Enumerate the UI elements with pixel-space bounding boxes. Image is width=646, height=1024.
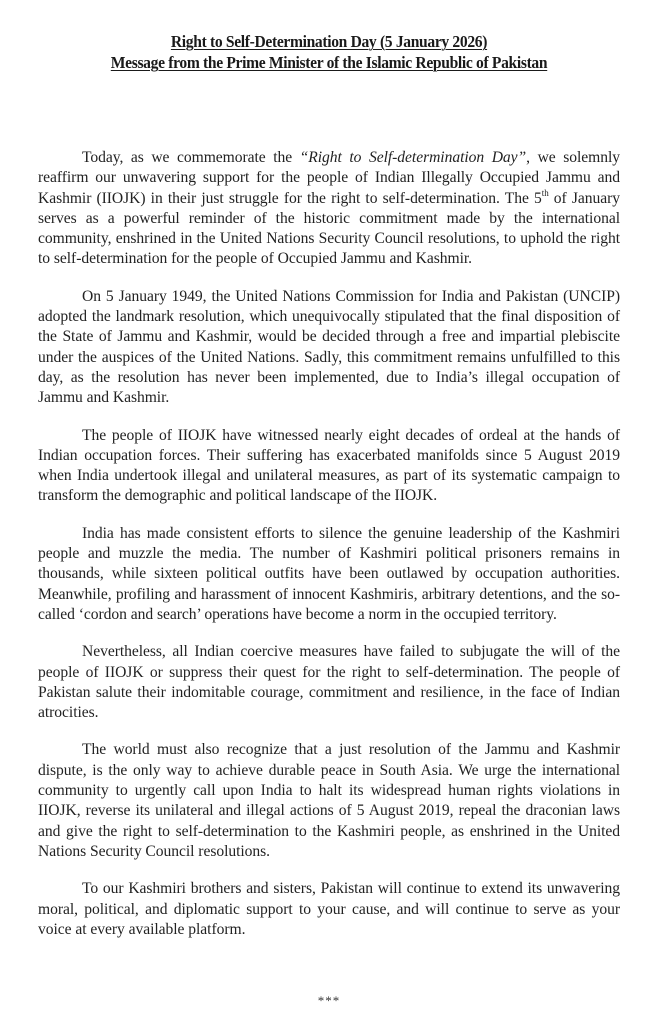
paragraph-3: The people of IIOJK have witnessed nearly eight decades of ordeal at the hands of Indian occupation forces. Their suffering has exacerbated manifolds since 5 August 2019 when India undertook illegal and unilateral measures, as part of its systematic campaign to transform the demographic and political landscape of the IIOJK. <box>38 426 620 505</box>
paragraph-4: India has made consistent efforts to silence the genuine leadership of the Kashmiri people and muzzle the media. The number of Kashmiri political prisoners remains in thousands, while sixteen political outfits have been outlawed by occupation authorities. Meanwhile, profiling and harassment of innocent Kashmiris, arbitrary detentions, and the so-called ‘cordon and search’ operations have become a norm in the occupied territory. <box>38 524 620 623</box>
paragraph-6: The world must also recognize that a just resolution of the Jammu and Kashmir dispute, is the only way to achieve durable peace in South Asia. We urge the international community to urgently call upon India to halt its widespread human rights violations in IIOJK, reverse its unilateral and illegal actions of 5 August 2019, repeal the draconian laws and give the right to self-determination to the Kashmiri people, as enshrined in the United Nations Security Council resolutions. <box>38 741 620 860</box>
paragraph-1-body: , we solemnly reaffirm our unwavering support for the people of Indian Illegally Occupied Jammu and Kashmir (IIOJK) in their just struggle for the right to self-determination. The 5 <box>38 149 621 207</box>
paragraph-1 <box>38 148 620 270</box>
end-mark: *** <box>317 993 341 1008</box>
ordinal-suffix: th <box>541 187 549 198</box>
paragraph-7: To our Kashmiri brothers and sisters, Pakistan will continue to extend its unwavering moral, political, and diplomatic support to your cause, and will continue to serve as your voice at every available platform. <box>38 880 620 938</box>
document-title: Right to Self-Determination Day (5 January 2026) <box>170 32 488 51</box>
document-header <box>38 31 620 73</box>
paragraph-5: Nevertheless, all Indian coercive measures have failed to subjugate the will of the people of IIOJK or suppress their quest for the right to self-determination. The people of Pakistan salute their indomitable courage, commitment and resilience, in the face of Indian atrocities. <box>38 643 620 722</box>
paragraph-1-intro: Today, as we commemorate the <box>82 149 300 166</box>
document-subtitle: Message from the Prime Minister of the Islamic Republic of Pakistan <box>110 53 548 72</box>
paragraph-1-tail: of January serves as a powerful reminder of the historic commitment made by the international community, enshrined in the United Nations Security Council resolutions, to uphold the right to self-determination for the people of Occupied Jammu and Kashmir. <box>38 189 621 268</box>
paragraph-2: On 5 January 1949, the United Nations Commission for India and Pakistan (UNCIP) adopted the landmark resolution, which unequivocally stipulated that the final disposition of the State of Jammu and Kashmir, would be decided through a free and impartial plebiscite under the auspices of the United Nations. Sadly, this commitment remains unfulfilled to this day, as the resolution has never been implemented, due to India’s illegal occupation of Jammu and Kashmir. <box>38 287 620 407</box>
observance-name: “Right to Self-determination Day” <box>299 149 527 166</box>
document-body <box>38 148 620 957</box>
